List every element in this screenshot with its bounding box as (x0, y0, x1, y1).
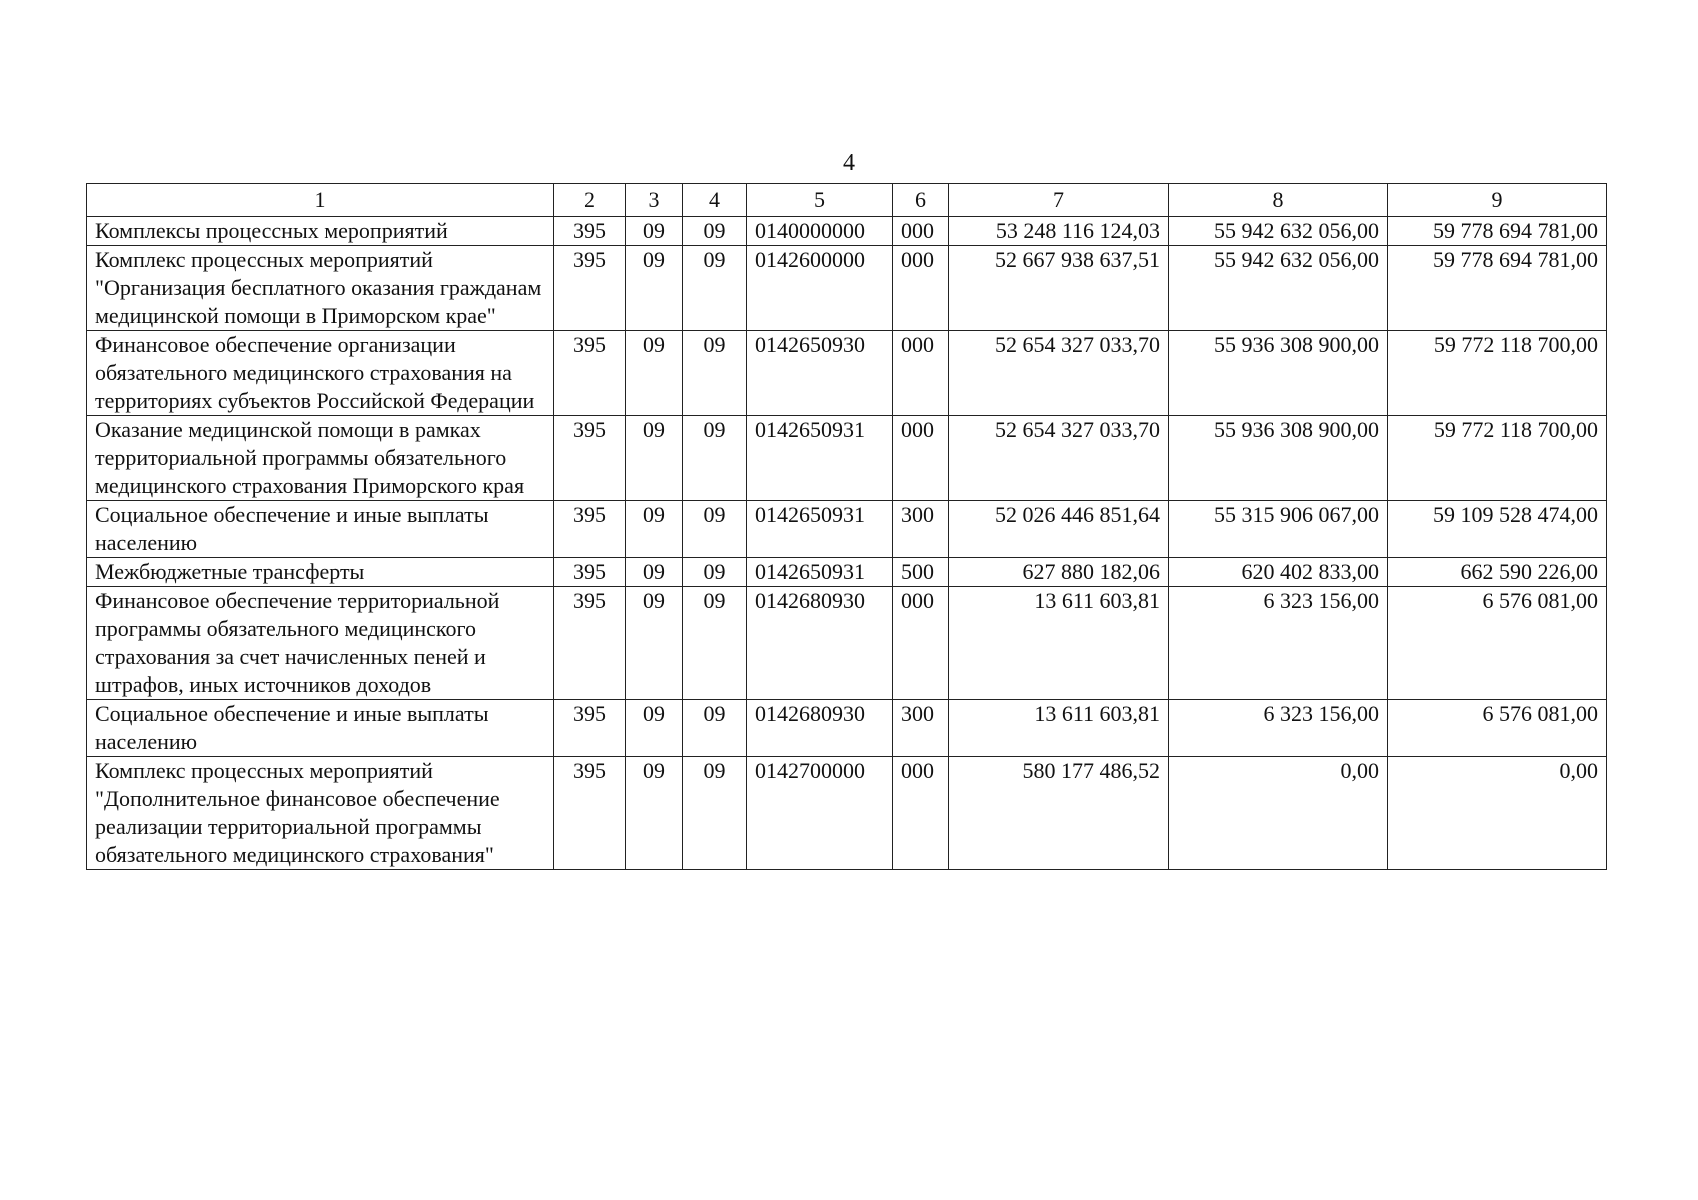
header-cell: 5 (747, 184, 893, 217)
code-cell: 300 (893, 700, 949, 757)
table-header-row (87, 184, 1607, 217)
amount-cell: 52 654 327 033,70 (949, 331, 1169, 416)
row-name: Комплекс процессных мероприятий "Дополнительное финансовое обеспечение реализации территориальной программы обязательного медицинского страхования" (87, 757, 554, 870)
amount-cell: 627 880 182,06 (949, 558, 1169, 587)
code-cell: 0142680930 (747, 700, 893, 757)
code-cell: 09 (626, 558, 683, 587)
code-cell: 0142700000 (747, 757, 893, 870)
code-cell: 000 (893, 246, 949, 331)
amount-cell: 55 315 906 067,00 (1169, 501, 1388, 558)
code-cell: 09 (683, 416, 747, 501)
table-row (87, 331, 1607, 416)
code-cell: 0142650930 (747, 331, 893, 416)
code-cell: 0142650931 (747, 558, 893, 587)
amount-cell: 59 772 118 700,00 (1388, 331, 1607, 416)
header-cell: 4 (683, 184, 747, 217)
amount-cell: 52 026 446 851,64 (949, 501, 1169, 558)
code-cell: 0140000000 (747, 217, 893, 246)
code-cell: 395 (554, 416, 626, 501)
header-cell: 1 (87, 184, 554, 217)
code-cell: 0142650931 (747, 416, 893, 501)
code-cell: 09 (626, 501, 683, 558)
amount-cell: 53 248 116 124,03 (949, 217, 1169, 246)
amount-cell: 55 942 632 056,00 (1169, 217, 1388, 246)
table-row (87, 757, 1607, 870)
row-name: Комплексы процессных мероприятий (87, 217, 554, 246)
code-cell: 395 (554, 217, 626, 246)
code-cell: 395 (554, 501, 626, 558)
row-name: Межбюджетные трансферты (87, 558, 554, 587)
amount-cell: 59 778 694 781,00 (1388, 217, 1607, 246)
amount-cell: 52 654 327 033,70 (949, 416, 1169, 501)
row-name: Социальное обеспечение и иные выплаты населению (87, 501, 554, 558)
header-cell: 2 (554, 184, 626, 217)
code-cell: 09 (683, 558, 747, 587)
amount-cell: 6 576 081,00 (1388, 700, 1607, 757)
header-cell: 3 (626, 184, 683, 217)
code-cell: 09 (626, 587, 683, 700)
table-row (87, 246, 1607, 331)
code-cell: 000 (893, 331, 949, 416)
amount-cell: 59 109 528 474,00 (1388, 501, 1607, 558)
amount-cell: 59 778 694 781,00 (1388, 246, 1607, 331)
code-cell: 09 (683, 700, 747, 757)
table-row (87, 217, 1607, 246)
code-cell: 09 (626, 757, 683, 870)
header-cell: 6 (893, 184, 949, 217)
amount-cell: 6 323 156,00 (1169, 700, 1388, 757)
amount-cell: 55 942 632 056,00 (1169, 246, 1388, 331)
header-cell: 7 (949, 184, 1169, 217)
amount-cell: 580 177 486,52 (949, 757, 1169, 870)
code-cell: 395 (554, 757, 626, 870)
code-cell: 09 (626, 217, 683, 246)
code-cell: 395 (554, 246, 626, 331)
code-cell: 0142600000 (747, 246, 893, 331)
code-cell: 395 (554, 700, 626, 757)
row-name: Социальное обеспечение и иные выплаты населению (87, 700, 554, 757)
amount-cell: 662 590 226,00 (1388, 558, 1607, 587)
code-cell: 09 (683, 757, 747, 870)
amount-cell: 55 936 308 900,00 (1169, 416, 1388, 501)
amount-cell: 0,00 (1388, 757, 1607, 870)
budget-table (86, 183, 1607, 870)
code-cell: 09 (683, 331, 747, 416)
row-name: Оказание медицинской помощи в рамках территориальной программы обязательного медицинского страхования Приморского края (87, 416, 554, 501)
amount-cell: 59 772 118 700,00 (1388, 416, 1607, 501)
page-number: 4 (843, 150, 855, 176)
code-cell: 395 (554, 331, 626, 416)
code-cell: 09 (683, 501, 747, 558)
code-cell: 500 (893, 558, 949, 587)
code-cell: 000 (893, 587, 949, 700)
code-cell: 09 (626, 246, 683, 331)
code-cell: 09 (626, 331, 683, 416)
code-cell: 0142650931 (747, 501, 893, 558)
table-row (87, 501, 1607, 558)
row-name: Комплекс процессных мероприятий "Организация бесплатного оказания гражданам медицинской помощи в Приморском крае" (87, 246, 554, 331)
amount-cell: 0,00 (1169, 757, 1388, 870)
code-cell: 0142680930 (747, 587, 893, 700)
code-cell: 000 (893, 217, 949, 246)
row-name: Финансовое обеспечение организации обязательного медицинского страхования на территориях субъектов Российской Федерации (87, 331, 554, 416)
code-cell: 395 (554, 587, 626, 700)
header-cell: 9 (1388, 184, 1607, 217)
table-row (87, 558, 1607, 587)
table-row (87, 416, 1607, 501)
code-cell: 000 (893, 757, 949, 870)
table-row (87, 587, 1607, 700)
code-cell: 09 (683, 587, 747, 700)
amount-cell: 13 611 603,81 (949, 587, 1169, 700)
header-cell: 8 (1169, 184, 1388, 217)
amount-cell: 6 576 081,00 (1388, 587, 1607, 700)
table-row (87, 700, 1607, 757)
amount-cell: 52 667 938 637,51 (949, 246, 1169, 331)
code-cell: 09 (683, 217, 747, 246)
code-cell: 395 (554, 558, 626, 587)
code-cell: 09 (683, 246, 747, 331)
row-name: Финансовое обеспечение территориальной программы обязательного медицинского страхования за счет начисленных пеней и штрафов, иных источников доходов (87, 587, 554, 700)
amount-cell: 13 611 603,81 (949, 700, 1169, 757)
code-cell: 09 (626, 416, 683, 501)
code-cell: 300 (893, 501, 949, 558)
amount-cell: 6 323 156,00 (1169, 587, 1388, 700)
amount-cell: 620 402 833,00 (1169, 558, 1388, 587)
code-cell: 000 (893, 416, 949, 501)
code-cell: 09 (626, 700, 683, 757)
amount-cell: 55 936 308 900,00 (1169, 331, 1388, 416)
